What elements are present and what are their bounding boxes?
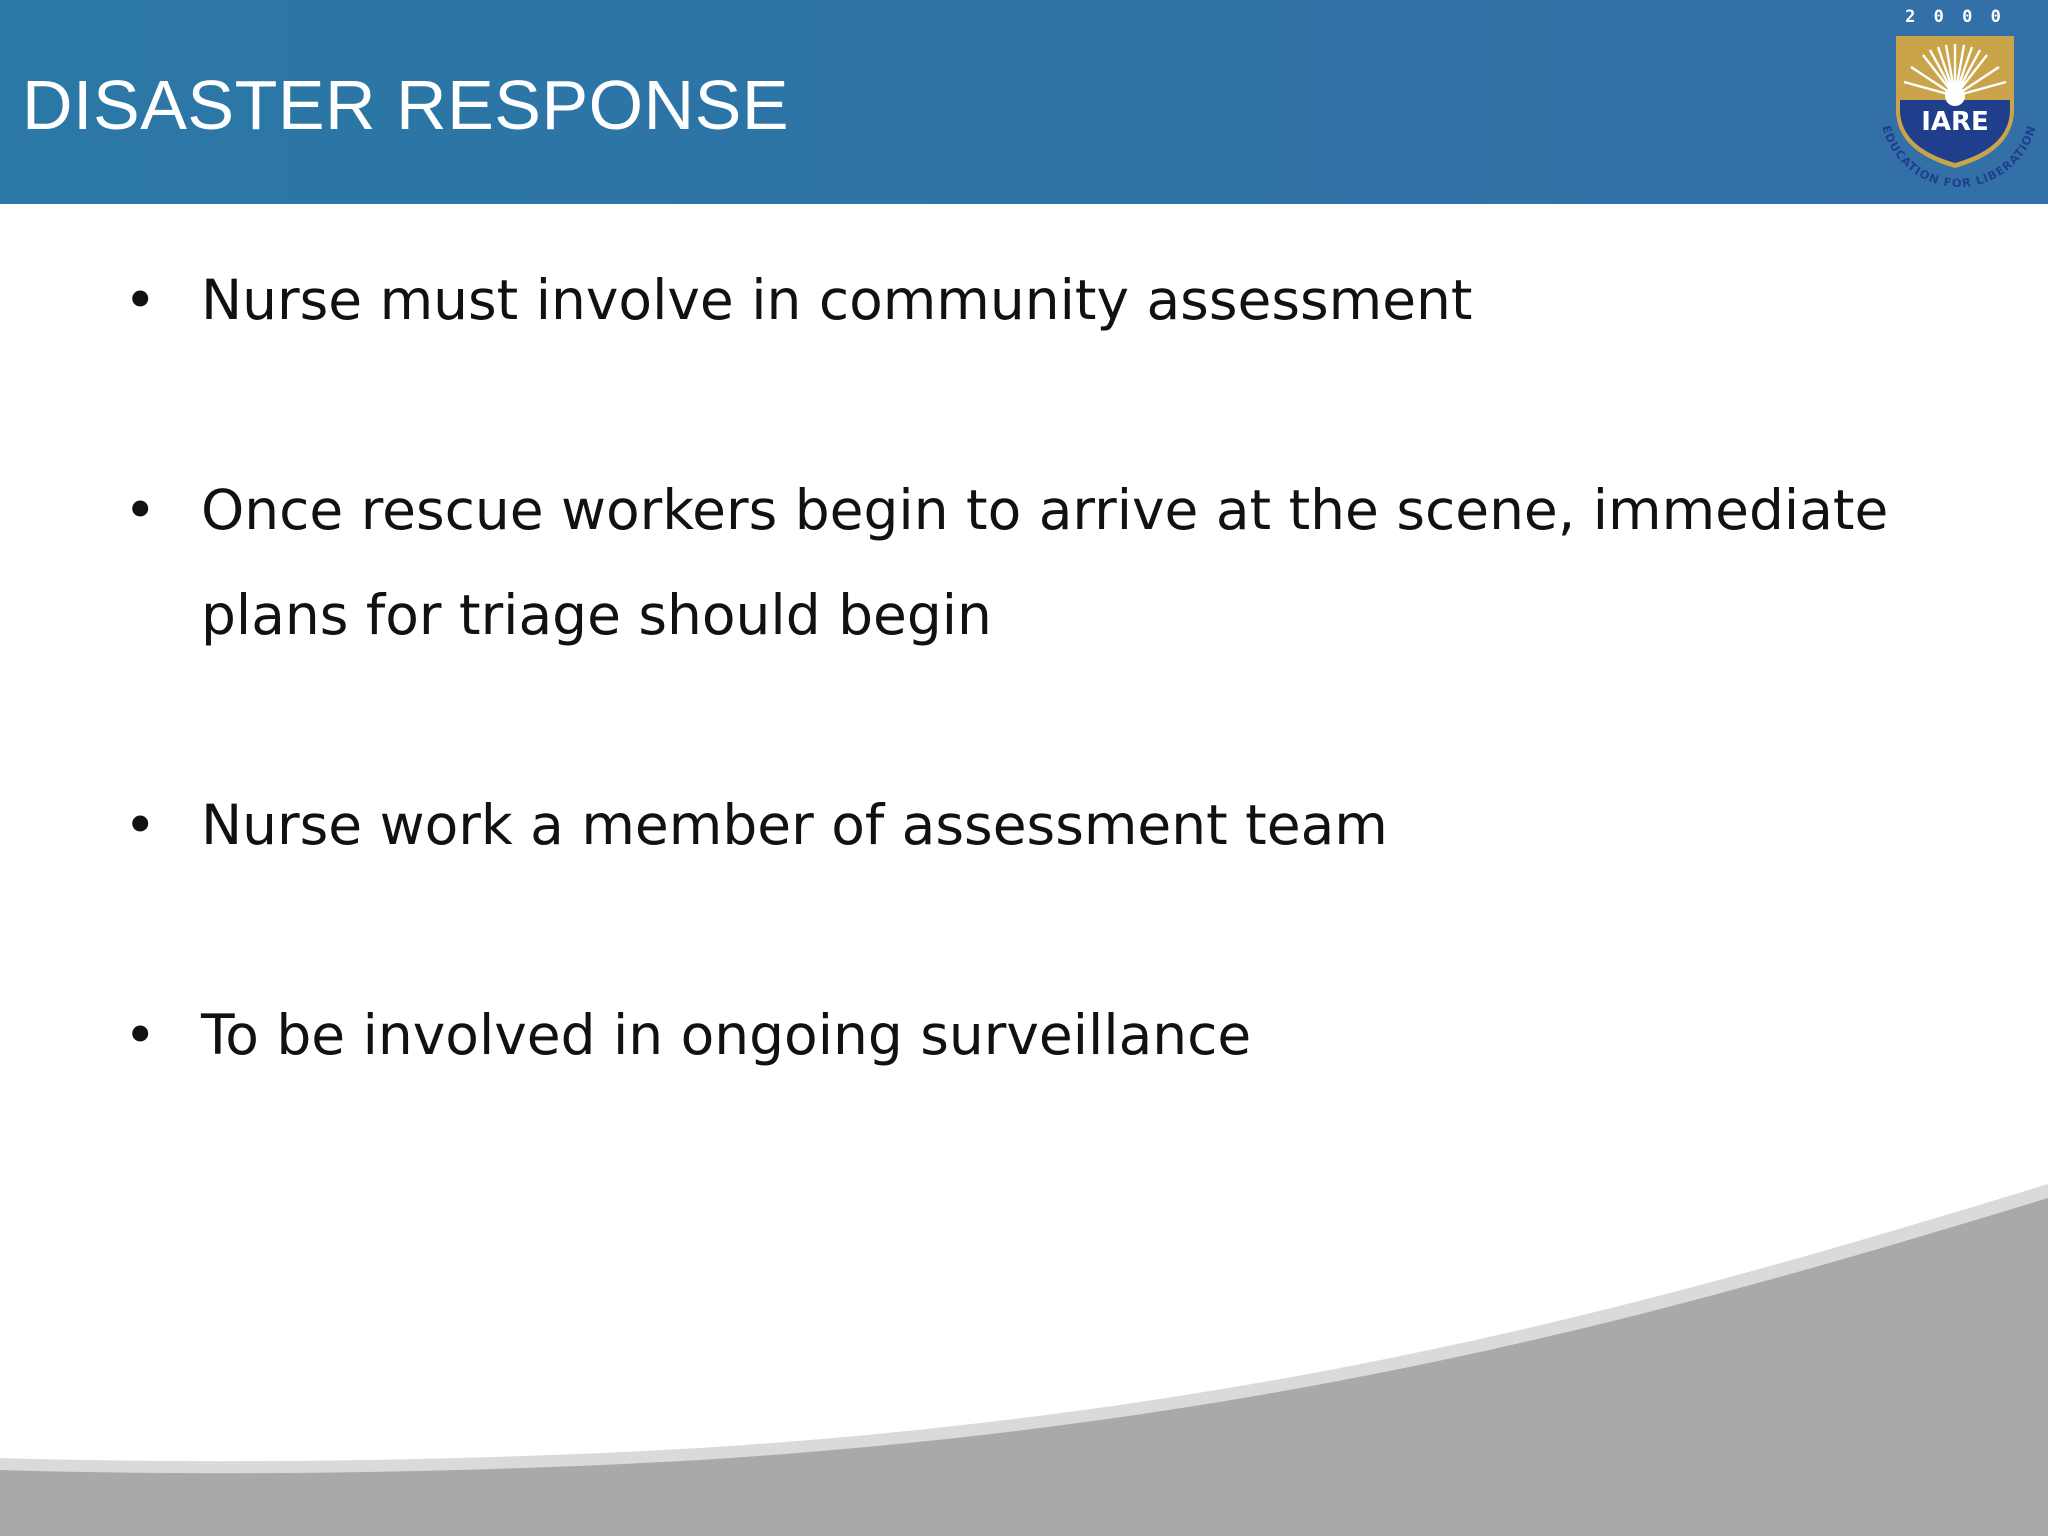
swoosh-fill — [0, 1198, 2048, 1536]
logo-motto: EDUCATION FOR LIBERATION — [1879, 123, 2039, 191]
footer-swoosh — [0, 1180, 2048, 1536]
bullet-marker: • — [124, 1003, 157, 1067]
bullet-item — [120, 773, 1920, 878]
logo-acronym: IARE — [1921, 107, 1989, 137]
iare-logo — [1862, 0, 2048, 204]
bullet-marker: • — [124, 268, 157, 332]
bullet-text: To be involved in ongoing surveillance — [201, 1003, 1252, 1067]
bullet-text: Nurse work a member of assessment team — [201, 793, 1388, 857]
bullet-list — [120, 248, 1920, 1193]
logo-year: 2 0 0 0 — [1905, 7, 2005, 27]
bullet-text: Once rescue workers begin to arrive at the scene, immediate plans for triage should begin — [201, 478, 1889, 647]
bullet-item — [120, 248, 1920, 353]
bullet-marker: • — [124, 793, 157, 857]
bullet-item — [120, 458, 1920, 668]
bullet-marker: • — [124, 478, 157, 542]
bullet-text: Nurse must involve in community assessment — [201, 268, 1473, 332]
sun-core — [1945, 86, 1965, 106]
bullet-item — [120, 983, 1920, 1088]
slide-title: DISASTER RESPONSE — [22, 66, 790, 144]
